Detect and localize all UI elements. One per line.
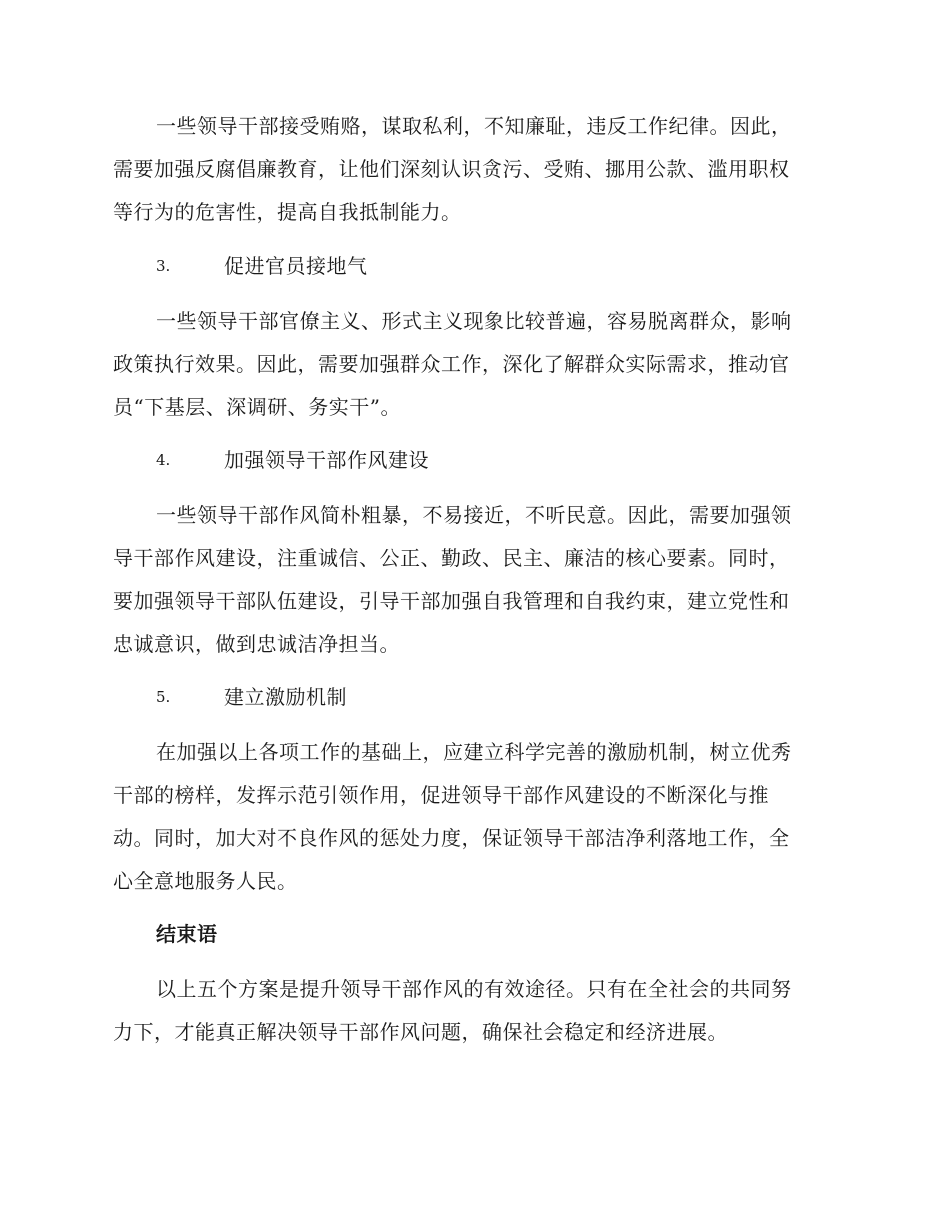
paragraph-conclusion — [113, 968, 833, 1054]
paragraph-grassroots — [113, 300, 833, 429]
heading-title: 促进官员接地气 — [224, 254, 368, 278]
heading-title: 加强领导干部作风建设 — [224, 448, 429, 472]
paragraph-line: 要加强领导干部队伍建设，引导干部加强自我管理和自我约束，建立党性和 — [113, 589, 790, 613]
paragraph-line: 政策执行效果。因此，需要加强群众工作，深化了解群众实际需求，推动官 — [113, 352, 790, 376]
paragraph-line: 一些领导干部官僚主义、形式主义现象比较普遍，容易脱离群众，影响 — [156, 309, 792, 333]
heading-number: 5. — [156, 688, 171, 706]
paragraph-line: 一些领导干部作风简朴粗暴，不易接近，不听民意。因此，需要加强领 — [156, 503, 792, 527]
paragraph-line: 忠诚意识，做到忠诚洁净担当。 — [113, 632, 400, 656]
heading-title: 建立激励机制 — [224, 685, 347, 709]
paragraph-line: 干部的榜样，发挥示范引领作用，促进领导干部作风建设的不断深化与推 — [113, 783, 769, 807]
paragraph-line: 需要加强反腐倡廉教育，让他们深刻认识贪污、受贿、挪用公款、滥用职权 — [113, 157, 790, 181]
paragraph-work-style — [113, 494, 833, 666]
heading-number: 3. — [156, 257, 171, 275]
paragraph-line: 一些领导干部接受贿赂，谋取私利，不知廉耻，违反工作纪律。因此， — [156, 114, 792, 138]
paragraph-line: 等行为的危害性，提高自我抵制能力。 — [113, 200, 462, 224]
paragraph-line: 以上五个方案是提升领导干部作风的有效途径。只有在全社会的共同努 — [156, 977, 792, 1001]
paragraph-incentives — [113, 731, 833, 903]
paragraph-bribery — [113, 105, 833, 234]
heading-number: 4. — [156, 451, 171, 469]
paragraph-line: 心全意地服务人民。 — [113, 869, 298, 893]
conclusion-heading: 结束语 — [156, 922, 218, 946]
paragraph-line: 动。同时，加大对不良作风的惩处力度，保证领导干部洁净利落地工作，全 — [113, 826, 790, 850]
paragraph-line: 力下，才能真正解决领导干部作风问题，确保社会稳定和经济进展。 — [113, 1020, 728, 1044]
paragraph-line: 在加强以上各项工作的基础上，应建立科学完善的激励机制，树立优秀 — [156, 740, 792, 764]
paragraph-line: 导干部作风建设，注重诚信、公正、勤政、民主、廉洁的核心要素。同时， — [113, 546, 790, 570]
paragraph-line: 员“下基层、深调研、务实干”。 — [113, 395, 401, 419]
